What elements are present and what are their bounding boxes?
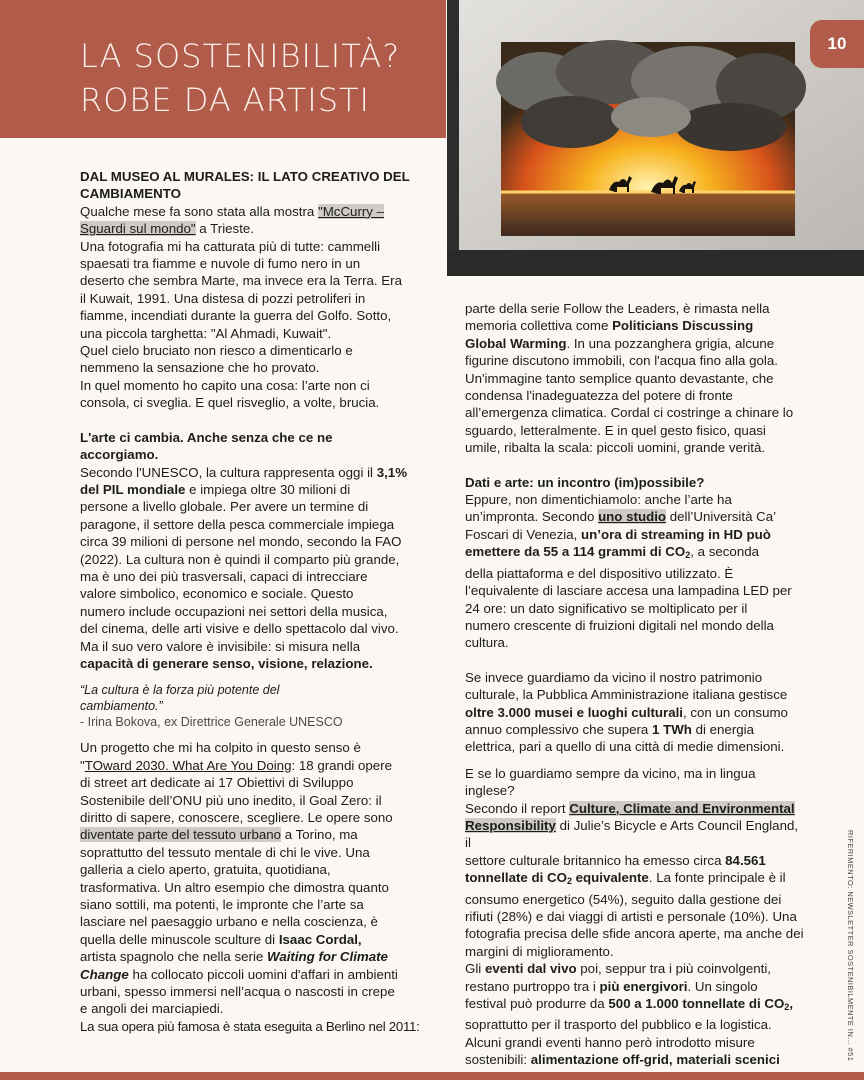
page-title-line-1: LA SOSTENIBILITÀ? [80,37,401,75]
side-reference: RIFERIMENTO: NEWSLETTER SOSTENIBILMENTE IN... #51 [846,830,855,1062]
bottom-accent-bar [0,1072,864,1080]
highlighted-text: diventate parte del tessuto urbano [80,827,282,843]
mccurry-link-continued[interactable]: Sguardi sul mondo" [80,221,196,237]
section-heading-2: L'arte ci cambia. Anche senza che ce ne accorgiamo. [80,429,333,463]
culture-climate-report-link[interactable]: Culture, Climate and Environmental [569,800,795,816]
paragraph: Eppure, non dimentichiamolo: anche l’arte ha un’impronta. Secondo uno studio dell’Università Ca’ Foscari di Venezia, un’ora di streaming in HD può emettere da 55 a 114 grammi di $CO_2$, a seconda della piattaforma e del dispositivo utilizzato. È l’equivalente di lasciare accesa una lampadina LED per 24 ore: un dato significativo se moltiplicato per il numero crescente di fruizioni digitali nel mondo della cultura. [465,492,792,651]
paragraph: Secondo l'UNESCO, la cultura rappresenta oggi il 3,1% del PIL mondiale e impiega oltre 30 milioni di persone a livello globale. Per avere un termine di paragone, il settore della pesca commerciale impiega circa 39 milioni di persone nel mondo, secondo la FAO (2022). La cultura non è quindi il comparto più grande, ma è uno dei più trasversali, capaci di intrecciare valore simbolico, economico e sociale. Questo numero include occupazioni nei settori della musica, del cinema, delle arti visive e dello spettacolo dal vivo. Ma il suo vero valore è invisibile: si misura nella capacità di generare senso, visione, relazione. [80,464,408,671]
mccurry-photo [447,0,864,276]
mccurry-link[interactable]: "McCurry – [318,203,385,219]
right-column [465,300,805,1080]
unesco-quote: “La cultura è la forza più potente del cambiamento.” [80,683,280,714]
page-title-line-2: ROBE DA ARTISTI [80,81,370,119]
paragraph: E se lo guardiamo sempre da vicino, ma in lingua inglese? Secondo il report Culture, Climate and Environmental Responsibility di Julie’s Bicycle e Arts Council England, il settore culturale britannico ha emesso circa 84.561 tonnellate di $CO_2$ equivalente. La fonte principale è il consumo energetico (54%), seguito dalla gestione dei rifiuti (28%) e dai viaggi di artisti e personale (10%). Una fotografia precisa delle sfide ancora aperte, ma anche dei margini di miglioramento. Gli eventi dal vivo poi, seppur tra i più coinvolgenti, restano purtroppo tra i più energivori. Un singolo festival può produrre da 500 a 1.000 tonnellate di $CO_2$, soprattutto per il trasporto del pubblico e la logistica. Alcuni grandi eventi hanno però introdotto misure sostenibili: alimentazione off-grid, materiali scenici [465,765,804,1068]
uno-studio-link[interactable]: uno studio [598,509,667,525]
left-column [80,168,430,1035]
section-heading-3: Dati e arte: un incontro (im)possibile? [465,474,705,490]
paragraph: parte della serie Follow the Leaders, è rimasta nella memoria collettiva come Politicians Discussing Global Warming. In una pozzanghera grigia, alcune figurine discutono immobili, con l'acqua fino alla gola. Un'immagine tanto semplice quanto devastante, che condensa l'inadeguatezza del potere di fronte all’emergenza climatica. Cordal ci costringe a chinare lo sguardo, letteralmente. E in quel gesto fisico, quasi umile, ribalta la scala: piccoli uomini, grande verità. [465,301,794,456]
culture-climate-report-link-continued[interactable]: Responsibility [465,817,556,833]
paragraph: Se invece guardiamo da vicino il nostro patrimonio culturale, la Pubblica Amministrazione italiana gestisce oltre 3.000 musei e luoghi culturali, con un consumo annuo complessivo che supera 1 TWh di energia elettrica, pari a quello di una città di medie dimensioni. [465,669,788,755]
title-banner [0,0,446,138]
quote-author: - Irina Bokova, ex Direttrice Generale UNESCO [80,715,343,730]
page-number-badge: 10 [810,20,864,68]
paragraph: Qualche mese fa sono stata alla mostra "McCurry – Sguardi sul mondo" a Trieste. Una fotografia mi ha catturata più di tutte: cammelli spaesati tra fiamme e nuvole di fumo nero in un deserto che sembra Marte, ma invece era la Terra. Era il Kuwait, 1991. Una distesa di pozzi petroliferi in fiamme, incendiati durante la guerra del Golfo. Sotto, una piccola targhetta: "Al Ahmadi, Kuwait". Quel cielo bruciato non riesco a dimenticarlo e nemmeno la sensazione che ho provato. In quel momento ho capito una cosa: l’arte non ci consola, ci sveglia. E quel risveglio, a volte, brucia. [80,203,402,411]
toward-2030-link[interactable]: TOward 2030. What Are You Doing [84,757,292,773]
section-heading-1: DAL MUSEO AL MURALES: IL LATO CREATIVO DEL CAMBIAMENTO [80,169,410,202]
paragraph: Un progetto che mi ha colpito in questo senso è "TOward 2030. What Are You Doing: 18 grandi opere di street art dedicate ai 17 Obiettivi di Sviluppo Sostenibile dell’ONU più uno inedito, il Goal Zero: il diritto di sapere, conoscere, scegliere. Le opere sono diventate parte del tessuto urbano a Torino, ma soprattutto del tessuto mentale di chi le vive. Una galleria a cielo aperto, gratuita, quotidiana, trasformativa. Un altro esempio che dimostra quanto siano sottili, ma potenti, le impronte che l’arte sa lasciare nel paesaggio urbano e nella coscienza, è quella delle minuscole sculture di Isaac Cordal, artista spagnolo che nella serie Waiting for Climate Change ha collocato piccoli uomini d'affari in ambienti urbani, spesso immersi nell’acqua o nascosti in crepe e angoli dei marciapiedi. La sua opera più famosa è stata eseguita a Berlino nel 2011: [80,740,420,1034]
